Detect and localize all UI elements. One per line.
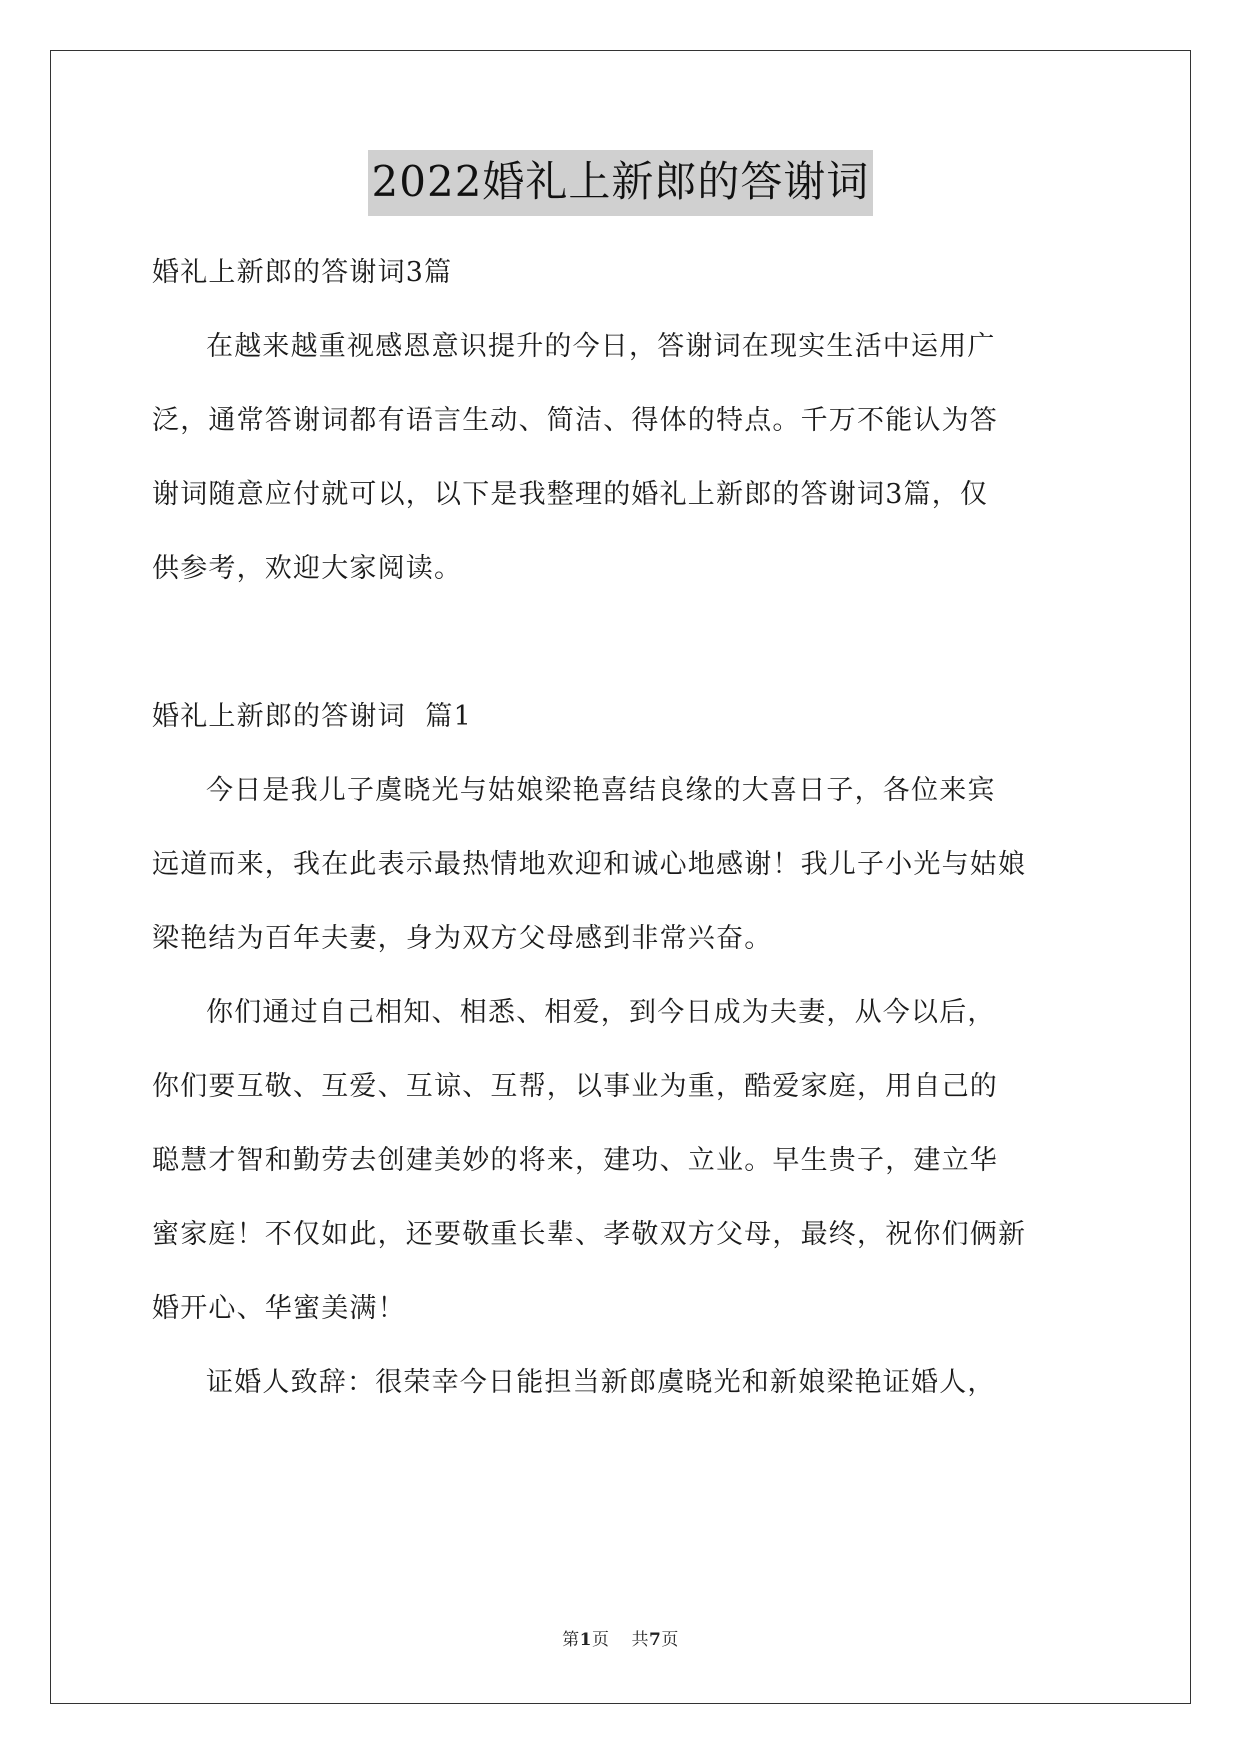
paragraph-line: 蜜家庭！不仅如此，还要敬重长辈、孝敬双方父母，最终，祝你们俩新	[152, 1219, 1027, 1250]
footer-page-number: 1	[579, 1630, 592, 1650]
title-container	[0, 150, 1241, 216]
footer-page-suffix: 页	[592, 1630, 610, 1650]
paragraph-line: 聪慧才智和勤劳去创建美妙的将来，建功、立业。早生贵子，建立华	[152, 1145, 998, 1176]
document-body	[152, 236, 1089, 1420]
paragraph-line: 你们要互敬、互爱、互谅、互帮，以事业为重，酷爱家庭，用自己的	[152, 1071, 998, 1102]
document-title: 2022婚礼上新郎的答谢词	[368, 150, 874, 216]
paragraph-line: 远道而来，我在此表示最热情地欢迎和诚心地感谢！我儿子小光与姑娘	[152, 849, 1027, 880]
paragraph-line: 梁艳结为百年夫妻，身为双方父母感到非常兴奋。	[152, 923, 773, 954]
paragraph-line: 婚开心、华蜜美满！	[152, 1293, 406, 1324]
document-subtitle: 婚礼上新郎的答谢词3篇	[152, 257, 453, 288]
footer-total-prefix: 共	[631, 1630, 649, 1650]
paragraph-line: 今日是我儿子虞晓光与姑娘梁艳喜结良缘的大喜日子，各位来宾	[206, 775, 996, 806]
page-footer	[0, 1625, 1241, 1650]
paragraph-line: 证婚人致辞：很荣幸今日能担当新郎虞晓光和新娘梁艳证婚人，	[206, 1367, 996, 1398]
spacer	[152, 606, 1089, 680]
body-paragraph-1	[152, 754, 1089, 976]
intro-paragraph	[152, 310, 1089, 606]
intro-line: 泛，通常答谢词都有语言生动、简洁、得体的特点。千万不能认为答	[152, 405, 998, 436]
intro-line: 供参考，欢迎大家阅读。	[152, 553, 463, 584]
intro-line: 谢词随意应付就可以，以下是我整理的婚礼上新郎的答谢词3篇，仅	[152, 479, 989, 510]
footer-total-suffix: 页	[661, 1630, 679, 1650]
section-heading: 婚礼上新郎的答谢词 篇1	[152, 701, 472, 732]
paragraph-line: 你们通过自己相知、相悉、相爱，到今日成为夫妻，从今以后，	[206, 997, 996, 1028]
body-paragraph-3	[152, 1346, 1089, 1420]
body-paragraph-2	[152, 976, 1089, 1346]
footer-total-pages: 7	[649, 1630, 662, 1650]
footer-page-prefix: 第	[562, 1630, 580, 1650]
intro-line: 在越来越重视感恩意识提升的今日，答谢词在现实生活中运用广	[206, 331, 996, 362]
